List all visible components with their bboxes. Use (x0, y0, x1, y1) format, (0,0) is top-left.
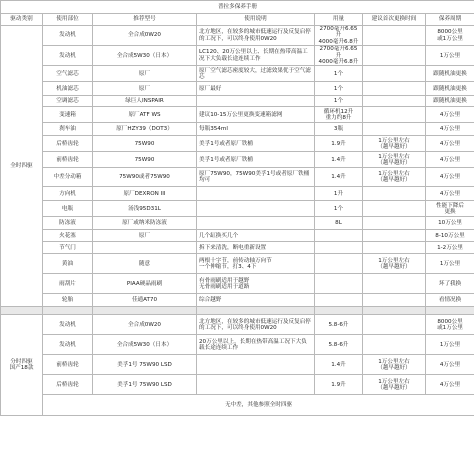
note-cell: 原厂75W90，75W90美孚1号或者原厂铁桶均可 (197, 168, 315, 187)
part-cell: 机油滤芯 (43, 82, 93, 96)
part-cell: 中差分动箱 (43, 168, 93, 187)
amount-cell: 1个 (315, 201, 363, 217)
table-row (1, 187, 474, 201)
cycle-cell: 1万公里 (426, 46, 474, 66)
model-cell: PIAA硬晶雨刷 (93, 274, 197, 294)
table-row (1, 294, 474, 307)
header-cell: 建议首次更换时间 (363, 14, 426, 26)
amount-cell: 1升 (315, 187, 363, 201)
part-cell: 轮胎 (43, 294, 93, 307)
note-cell: LC120、20万公里以上、长期在热带高温工况下大负载长途连续工作 (197, 46, 315, 66)
part-cell: 方向机 (43, 187, 93, 201)
part-cell: 发动机 (43, 315, 93, 335)
amount-cell: 2700毫升6.65升 4000毫升6.8升 (315, 26, 363, 46)
model-cell: 原厂HZY39（DOT3） (93, 123, 197, 136)
first-change-cell (363, 107, 426, 123)
cycle-cell: 8-10万公里 (426, 230, 474, 242)
sheet-title: 普拉多保养手册 (1, 1, 474, 14)
cycle-cell: 4万公里 (426, 152, 474, 168)
table-row (1, 315, 474, 335)
part-cell: 发动机 (43, 26, 93, 46)
model-cell: 随意 (93, 254, 197, 274)
amount-cell: 1.4升 (315, 168, 363, 187)
part-cell: 前桥齿轮 (43, 152, 93, 168)
header-cell: 使用说明 (197, 14, 315, 26)
table-row (1, 82, 474, 96)
note-cell: 几个缸换买几个 (197, 230, 315, 242)
table-row (1, 230, 474, 242)
amount-cell: 5.8-6升 (315, 335, 363, 355)
note-cell: 原厂空气滤芯密度较大，过滤效果优于空气滤芯 (197, 66, 315, 82)
model-cell: 全合成5W30（日本） (93, 335, 197, 355)
part-cell: 刹车油 (43, 123, 93, 136)
first-change-cell (363, 294, 426, 307)
table-row (1, 217, 474, 230)
note-cell (197, 201, 315, 217)
note-cell: 北方地区，在较多的城市低速运行及反复启停的工况下，可以终身使用0W20 (197, 26, 315, 46)
first-change-cell (363, 187, 426, 201)
table-row (1, 335, 474, 355)
section-label-parttime: 分时四驱 国产18款 (1, 315, 43, 416)
table-row (1, 274, 474, 294)
header-row (1, 14, 474, 26)
note-cell: 两根十字节，前传动轴万向节 一个伸缩节，打3、4下 (197, 254, 315, 274)
note-cell: 原厂最好 (197, 82, 315, 96)
header-cell: 推荐型号 (93, 14, 197, 26)
separator-cell (43, 307, 93, 315)
footer-note: 无中差，其他参照全时四驱 (43, 395, 474, 416)
table-row (1, 395, 474, 416)
model-cell: 原厂 (93, 66, 197, 82)
model-cell: 原厂或纳米防冻液 (93, 217, 197, 230)
note-cell: 拆下来清洗，断电重新设置 (197, 242, 315, 254)
amount-cell: 1.9升 (315, 375, 363, 395)
cycle-cell: 1万公里 (426, 254, 474, 274)
cycle-cell: 跟随机油更换 (426, 96, 474, 107)
cycle-cell: 4万公里 (426, 355, 474, 375)
cycle-cell: 1万公里 (426, 335, 474, 355)
amount-cell (315, 274, 363, 294)
cycle-cell: 4万公里 (426, 123, 474, 136)
part-cell: 空气滤芯 (43, 66, 93, 82)
note-cell (197, 355, 315, 375)
first-change-cell (363, 335, 426, 355)
amount-cell: 3瓶 (315, 123, 363, 136)
part-cell: 火花塞 (43, 230, 93, 242)
amount-cell: 1个 (315, 66, 363, 82)
header-cell: 用量 (315, 14, 363, 26)
note-cell (197, 217, 315, 230)
first-change-cell: 1万公里左右 （越早越好） (363, 355, 426, 375)
amount-cell: 5.8-6升 (315, 315, 363, 335)
first-change-cell (363, 242, 426, 254)
cycle-cell: 1-2万公里 (426, 242, 474, 254)
separator-cell (363, 307, 426, 315)
first-change-cell (363, 201, 426, 217)
cycle-cell: 8000公里 或1万公里 (426, 315, 474, 335)
amount-cell: 2700毫升6.65升 4000毫升6.8升 (315, 46, 363, 66)
cycle-cell: 4万公里 (426, 375, 474, 395)
first-change-cell (363, 66, 426, 82)
amount-cell: 1.9升 (315, 136, 363, 152)
first-change-cell (363, 315, 426, 335)
note-cell (197, 96, 315, 107)
table-row (1, 152, 474, 168)
part-cell: 后桥齿轮 (43, 375, 93, 395)
part-cell: 防冻液 (43, 217, 93, 230)
model-cell: 美孚1号 75W90 LSD (93, 375, 197, 395)
part-cell: 变速箱 (43, 107, 93, 123)
first-change-cell: 1万公里左右 （越早越好） (363, 136, 426, 152)
separator-cell (1, 307, 43, 315)
model-cell: 原厂 (93, 230, 197, 242)
cycle-cell: 10万公里 (426, 217, 474, 230)
header-cell: 驱动类别 (1, 14, 43, 26)
cycle-cell: 4万公里 (426, 168, 474, 187)
first-change-cell (363, 230, 426, 242)
table-row (1, 355, 474, 375)
part-cell: 雨刮片 (43, 274, 93, 294)
first-change-cell (363, 26, 426, 46)
header-cell: 使用部位 (43, 14, 93, 26)
section-label-fulltime: 全时四驱 (1, 26, 43, 307)
cycle-cell: 4万公里 (426, 187, 474, 201)
first-change-cell (363, 123, 426, 136)
model-cell (93, 242, 197, 254)
model-cell: 汤浅95D31L (93, 201, 197, 217)
first-change-cell: 1万公里左右 （越早越好） (363, 254, 426, 274)
separator-cell (93, 307, 197, 315)
part-cell: 空调滤芯 (43, 96, 93, 107)
table-row (1, 96, 474, 107)
cycle-cell: 4万公里 (426, 107, 474, 123)
model-cell: 原厂DEXRON III (93, 187, 197, 201)
model-cell: 绿巨人INSPAIR (93, 96, 197, 107)
table-row (1, 168, 474, 187)
cycle-cell: 跟随机油更换 (426, 82, 474, 96)
note-cell: 有骨雨刷适用于越野 无骨雨刷适用于道路 (197, 274, 315, 294)
note-cell: 美孚1号或者原厂铁桶 (197, 152, 315, 168)
table-row (1, 254, 474, 274)
table-row (1, 26, 474, 46)
section-separator (1, 307, 474, 315)
part-cell: 节气门 (43, 242, 93, 254)
first-change-cell (363, 82, 426, 96)
part-cell: 发动机 (43, 335, 93, 355)
table-row (1, 375, 474, 395)
model-cell: 75W90 (93, 152, 197, 168)
note-cell: 20万公里以上，长期在热带高温工况下大负载长途连续工作 (197, 335, 315, 355)
model-cell: 原厂ATF WS (93, 107, 197, 123)
first-change-cell (363, 274, 426, 294)
amount-cell: 1.4升 (315, 152, 363, 168)
cycle-cell: 跟随机油更换 (426, 66, 474, 82)
separator-cell (315, 307, 363, 315)
part-cell: 后桥齿轮 (43, 136, 93, 152)
table-row (1, 201, 474, 217)
cycle-cell: 4万公里 (426, 136, 474, 152)
separator-cell (197, 307, 315, 315)
cycle-cell: 坏了我换 (426, 274, 474, 294)
table-row (1, 123, 474, 136)
note-cell: 北方地区，在较多的城市低速运行及反复启停的工况下，可以终身使用0W20 (197, 315, 315, 335)
model-cell: 佳通AT70 (93, 294, 197, 307)
table-row (1, 136, 474, 152)
table-row (1, 242, 474, 254)
part-cell: 前桥齿轮 (43, 355, 93, 375)
first-change-cell (363, 96, 426, 107)
cycle-cell: 看情况换 (426, 294, 474, 307)
model-cell: 原厂 (93, 82, 197, 96)
first-change-cell: 1万公里左右 （越早越好） (363, 152, 426, 168)
note-cell (197, 375, 315, 395)
amount-cell: 1.4升 (315, 355, 363, 375)
model-cell: 全合成0W20 (93, 26, 197, 46)
amount-cell: 1个 (315, 96, 363, 107)
part-cell: 发动机 (43, 46, 93, 66)
amount-cell: 8L (315, 217, 363, 230)
part-cell: 电瓶 (43, 201, 93, 217)
amount-cell (315, 242, 363, 254)
separator-cell (426, 307, 474, 315)
first-change-cell (363, 217, 426, 230)
note-cell: 美孚1号或者原厂铁桶 (197, 136, 315, 152)
header-cell: 保养周期 (426, 14, 474, 26)
amount-cell (315, 254, 363, 274)
model-cell: 全合成0W20 (93, 315, 197, 335)
amount-cell (315, 230, 363, 242)
cycle-cell: 8000公里 或1万公里 (426, 26, 474, 46)
amount-cell: 循环机12升 重力约8升 (315, 107, 363, 123)
table-row (1, 46, 474, 66)
first-change-cell (363, 46, 426, 66)
part-cell: 黄油 (43, 254, 93, 274)
model-cell: 美孚1号 75W90 LSD (93, 355, 197, 375)
note-cell: 综合越野 (197, 294, 315, 307)
note-cell: 每瓶354ml (197, 123, 315, 136)
model-cell: 全合成5W30（日本） (93, 46, 197, 66)
model-cell: 75W90或者75W90 (93, 168, 197, 187)
first-change-cell: 1万公里左右 （越早越好） (363, 168, 426, 187)
note-cell (197, 187, 315, 201)
table-row (1, 66, 474, 82)
amount-cell: 1个 (315, 82, 363, 96)
table-row (1, 107, 474, 123)
first-change-cell: 1万公里左右 （越早越好） (363, 375, 426, 395)
cycle-cell: 性能下降后 更换 (426, 201, 474, 217)
note-cell: 建议10-15万公里更换变速箱滤网 (197, 107, 315, 123)
amount-cell (315, 294, 363, 307)
model-cell: 75W90 (93, 136, 197, 152)
